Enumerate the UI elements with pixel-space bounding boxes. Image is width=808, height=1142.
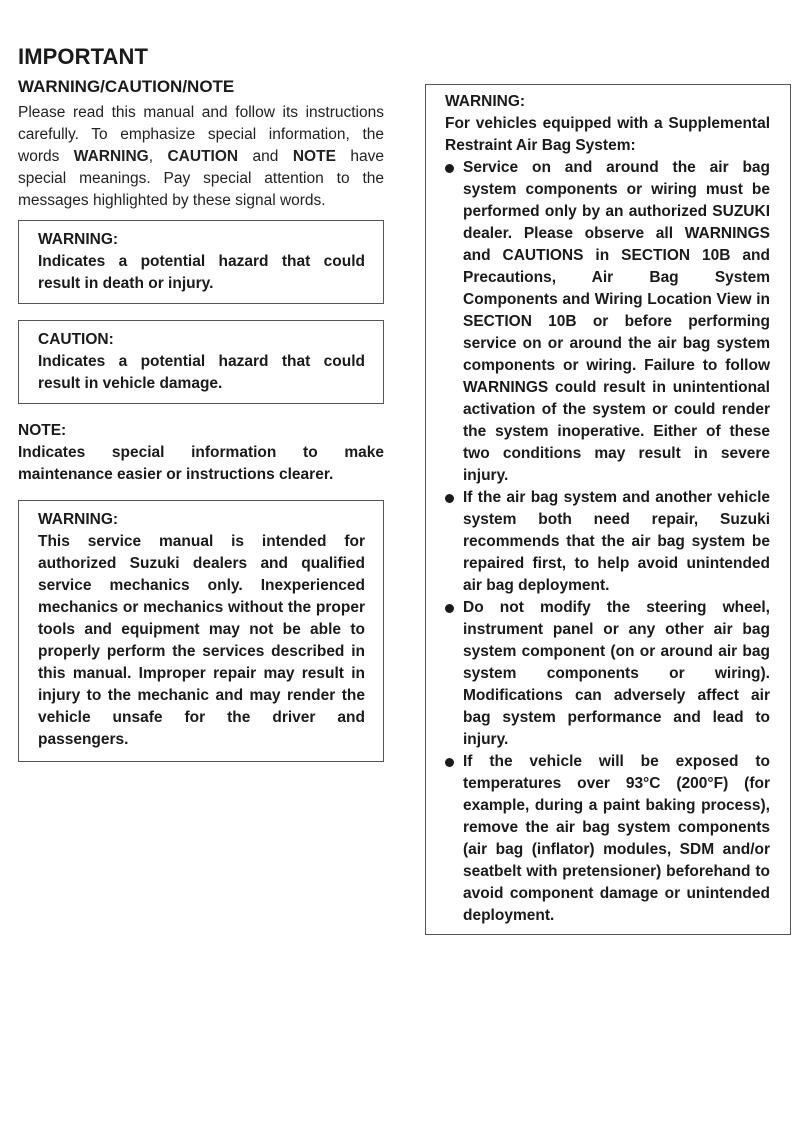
warning-definition-box bbox=[18, 220, 384, 304]
airbag-warning-heading: WARNING: bbox=[445, 93, 526, 110]
note-heading: NOTE: bbox=[18, 422, 67, 439]
note-definition bbox=[18, 420, 384, 486]
caution-heading: CAUTION: bbox=[38, 331, 114, 348]
list-item bbox=[445, 751, 770, 927]
airbag-warning-list bbox=[445, 157, 770, 927]
intro-paragraph bbox=[18, 102, 384, 212]
note-definition-text: Indicates special information to make maintenance easier or instructions clearer. bbox=[18, 444, 384, 483]
caution-definition-box bbox=[18, 320, 384, 404]
intro-text-end: have special meanings. Pay special attention to the messages highlighted by these signal words. bbox=[18, 148, 384, 209]
intro-separator-1: , bbox=[148, 148, 168, 165]
warning-definition-text: Indicates a potential hazard that could result in death or injury. bbox=[38, 253, 365, 292]
intro-keyword-note: NOTE bbox=[292, 148, 336, 165]
intro-separator-2: and bbox=[238, 148, 293, 165]
bullet-icon bbox=[445, 604, 454, 613]
intro-text-start: Please read this manual and follow its instructions carefully. To emphasize special information, the words bbox=[18, 104, 384, 165]
service-manual-warning-box bbox=[18, 500, 384, 762]
list-item bbox=[445, 597, 770, 751]
bullet-icon bbox=[445, 164, 454, 173]
intro-keyword-caution: CAUTION bbox=[167, 148, 239, 165]
list-item-text: If the air bag system and another vehicle system both need repair, Suzuki recommends that the air bag system be repaired first, to help avoid unintended air bag deployment. bbox=[463, 489, 770, 594]
caution-definition-text: Indicates a potential hazard that could result in vehicle damage. bbox=[38, 353, 365, 392]
list-item-text: If the vehicle will be exposed to temperatures over 93°C (200°F) (for example, during a paint baking process), remove the air bag system components (air bag (inflator) modules, SDM and/or seatbelt with pretensioner) beforehand to avoid component damage or unintended deployment. bbox=[463, 753, 770, 924]
list-item-text: Do not modify the steering wheel, instrument panel or any other air bag system component (on or around air bag system components or wiring). Modifications can adversely affect air bag system performance and lead to injury. bbox=[463, 599, 770, 748]
list-item-text: Service on and around the air bag system components or wiring must be performed only by an authorized SUZUKI dealer. Please observe all WARNINGS and CAUTIONS in SECTION 10B and Precautions, Air Bag System Components and Wiring Location View in SECTION 10B or before performing service on or around the air bag system components or wiring. Failure to follow WARNINGS could result in unintentional activation of the system or could render the system inoperative. Either of these two conditions may result in severe injury. bbox=[463, 159, 770, 484]
bullet-icon bbox=[445, 758, 454, 767]
bullet-icon bbox=[445, 494, 454, 503]
left-column bbox=[18, 76, 384, 762]
airbag-warning-subheading: For vehicles equipped with a Supplemental Restraint Air Bag System: bbox=[445, 115, 770, 154]
service-warning-heading: WARNING: bbox=[38, 511, 119, 528]
list-item bbox=[445, 487, 770, 597]
airbag-warning-box bbox=[425, 84, 791, 935]
section-subtitle: WARNING/CAUTION/NOTE bbox=[18, 77, 235, 96]
intro-keyword-warning: WARNING bbox=[73, 148, 149, 165]
page-title: IMPORTANT bbox=[18, 44, 149, 69]
warning-heading: WARNING: bbox=[38, 231, 119, 248]
list-item bbox=[445, 157, 770, 487]
service-warning-text: This service manual is intended for authorized Suzuki dealers and qualified service mechanics only. Inexperienced mechanics or mechanics without the proper tools and equipment may not be able to properly perform the services described in this manual. Improper repair may result in injury to the mechanic and may render the vehicle unsafe for the driver and passengers. bbox=[38, 533, 365, 748]
